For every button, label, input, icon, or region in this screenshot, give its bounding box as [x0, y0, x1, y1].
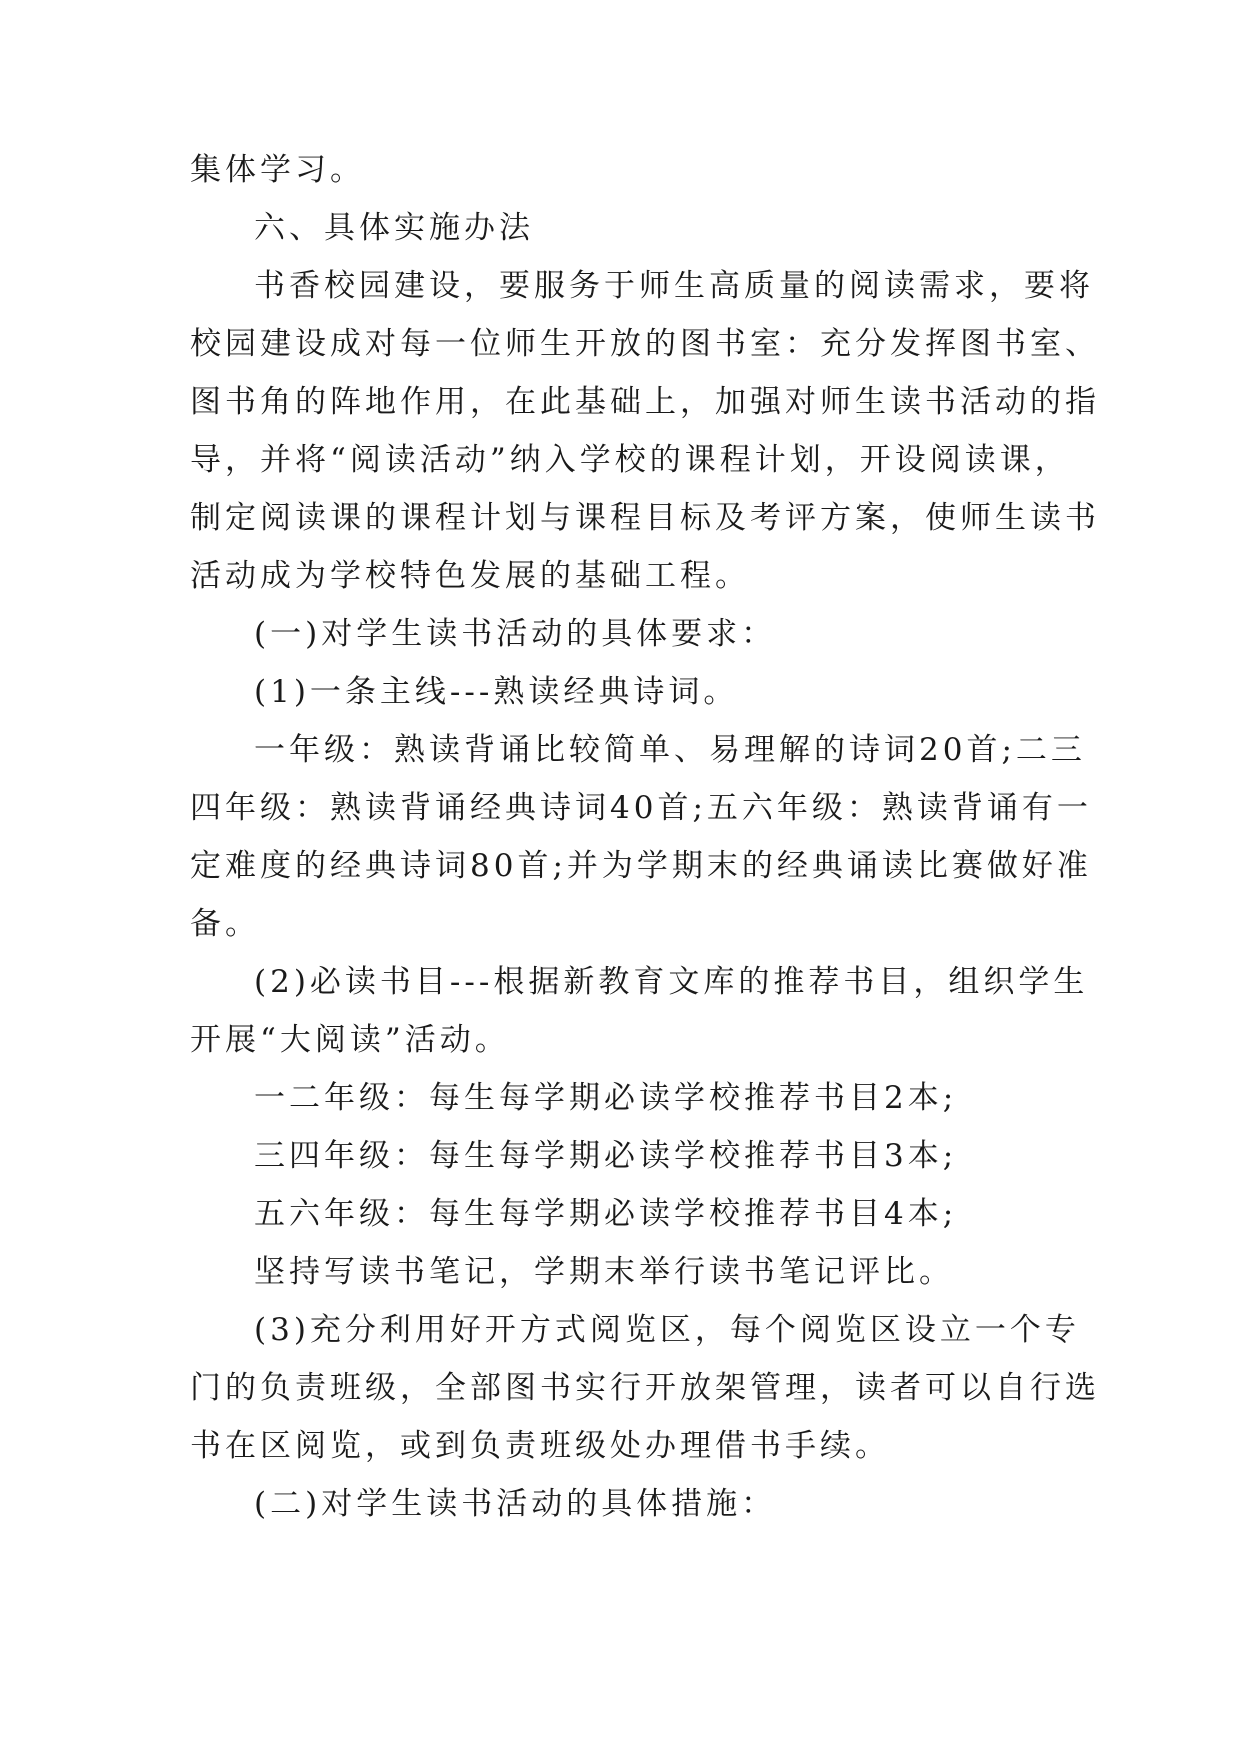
text-line: 图书角的阵地作用，在此基础上，加强对师生读书活动的指: [190, 384, 1100, 420]
text-line: 制定阅读课的课程计划与课程目标及考评方案，使师生读书: [190, 500, 1100, 536]
text-line: 定难度的经典诗词80首;并为学期末的经典诵读比赛做好准: [190, 848, 1092, 884]
text-line: 校园建设成对每一位师生开放的图书室：充分发挥图书室、: [190, 326, 1100, 362]
text-line: 备。: [190, 906, 260, 942]
text-line: (1)一条主线---熟读经典诗词。: [254, 674, 739, 710]
text-line: 五六年级：每生每学期必读学校推荐书目4本;: [254, 1196, 958, 1232]
text-line: 四年级：熟读背诵经典诗词40首;五六年级：熟读背诵有一: [190, 790, 1092, 826]
section-heading: 六、具体实施办法: [254, 210, 534, 246]
text-line: (3)充分利用好开方式阅览区，每个阅览区设立一个专: [254, 1312, 1080, 1348]
text-line: 导，并将“阅读活动”纳入学校的课程计划，开设阅读课，: [190, 442, 1070, 478]
subsection-heading: (一)对学生读书活动的具体要求：: [254, 616, 777, 652]
subsection-heading: (二)对学生读书活动的具体措施：: [254, 1486, 777, 1522]
text-line: 一年级：熟读背诵比较简单、易理解的诗词20首;二三: [254, 732, 1086, 768]
text-line: 活动成为学校特色发展的基础工程。: [190, 558, 750, 594]
text-line: 三四年级：每生每学期必读学校推荐书目3本;: [254, 1138, 958, 1174]
text-line: 书在区阅览，或到负责班级处办理借书手续。: [190, 1428, 890, 1464]
text-line: 一二年级：每生每学期必读学校推荐书目2本;: [254, 1080, 958, 1116]
text-line: 集体学习。: [190, 152, 365, 188]
text-line: (2)必读书目---根据新教育文库的推荐书目，组织学生: [254, 964, 1089, 1000]
text-line: 坚持写读书笔记，学期末举行读书笔记评比。: [254, 1254, 954, 1290]
text-line: 书香校园建设，要服务于师生高质量的阅读需求，要将: [254, 268, 1094, 304]
text-line: 门的负责班级，全部图书实行开放架管理，读者可以自行选: [190, 1370, 1100, 1406]
text-line: 开展“大阅读”活动。: [190, 1022, 510, 1058]
